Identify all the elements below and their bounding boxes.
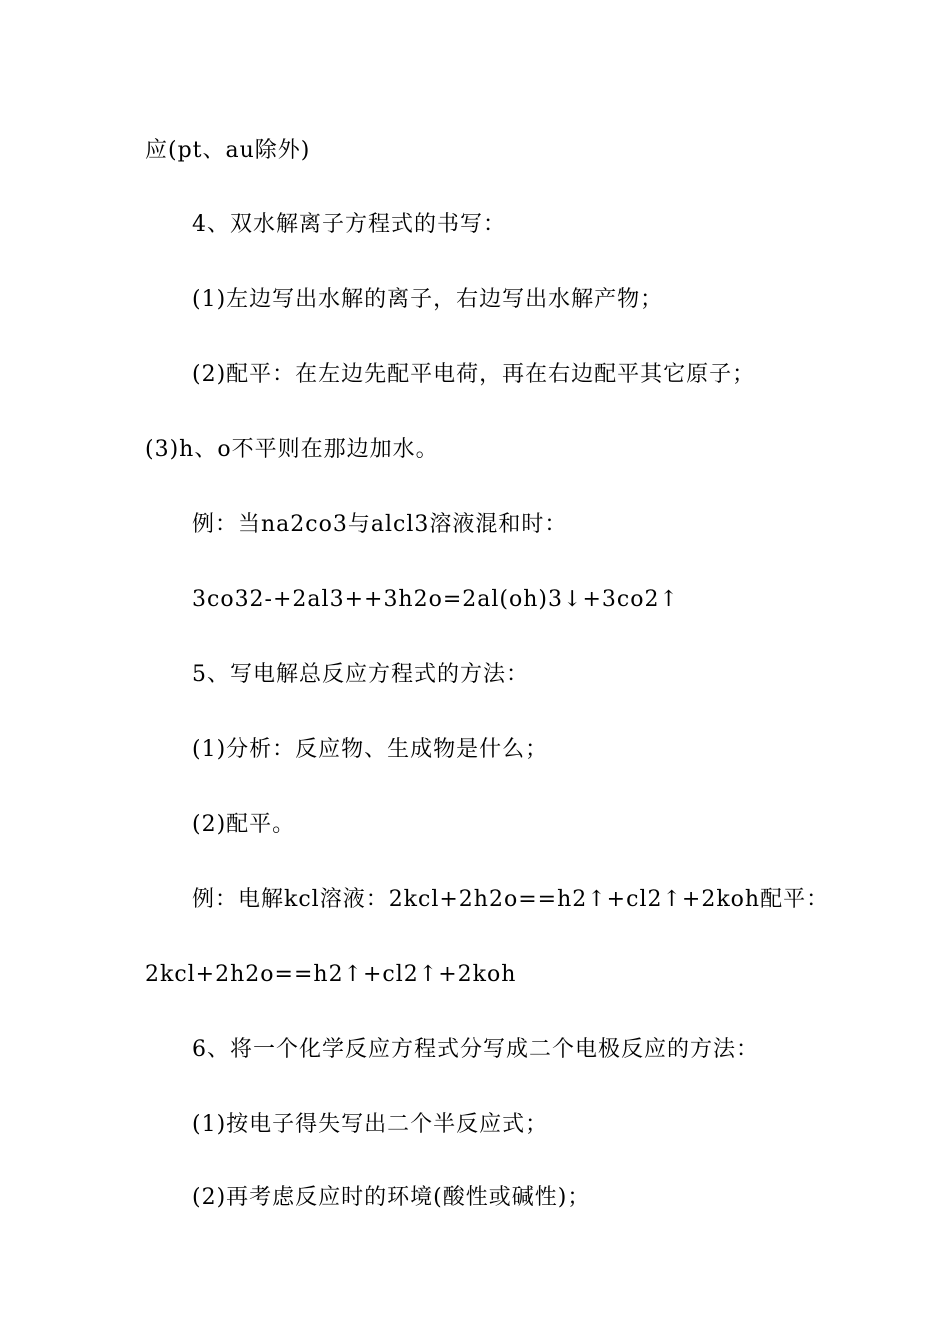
text-line-11: 例：电解kcl溶液：2kcl+2h2o==h2↑+cl2↑+2koh配平： bbox=[192, 887, 830, 912]
text-line-15: (2)再考虑反应时的环境(酸性或碱性)； bbox=[192, 1185, 591, 1210]
text-line-8: 5、写电解总反应方程式的方法： bbox=[192, 662, 529, 687]
text-line-1: 应(pt、au除外) bbox=[145, 138, 311, 163]
text-line-10: (2)配平。 bbox=[192, 812, 296, 837]
text-line-13: 6、将一个化学反应方程式分写成二个电极反应的方法： bbox=[192, 1037, 759, 1062]
text-line-4: (2)配平：在左边先配平电荷，再在右边配平其它原子； bbox=[192, 362, 756, 387]
text-line-9: (1)分析：反应物、生成物是什么； bbox=[192, 737, 549, 762]
text-line-14: (1)按电子得失写出二个半反应式； bbox=[192, 1112, 549, 1137]
text-line-12: 2kcl+2h2o==h2↑+cl2↑+2koh bbox=[145, 962, 517, 987]
text-line-6: 例：当na2co3与alcl3溶液混和时： bbox=[192, 512, 568, 537]
text-line-7: 3co32-+2al3++3h2o=2al(oh)3↓+3co2↑ bbox=[192, 587, 679, 612]
text-line-2: 4、双水解离子方程式的书写： bbox=[192, 212, 506, 237]
text-line-3: (1)左边写出水解的离子，右边写出水解产物； bbox=[192, 287, 664, 312]
text-line-5: (3)h、o不平则在那边加水。 bbox=[145, 437, 439, 462]
